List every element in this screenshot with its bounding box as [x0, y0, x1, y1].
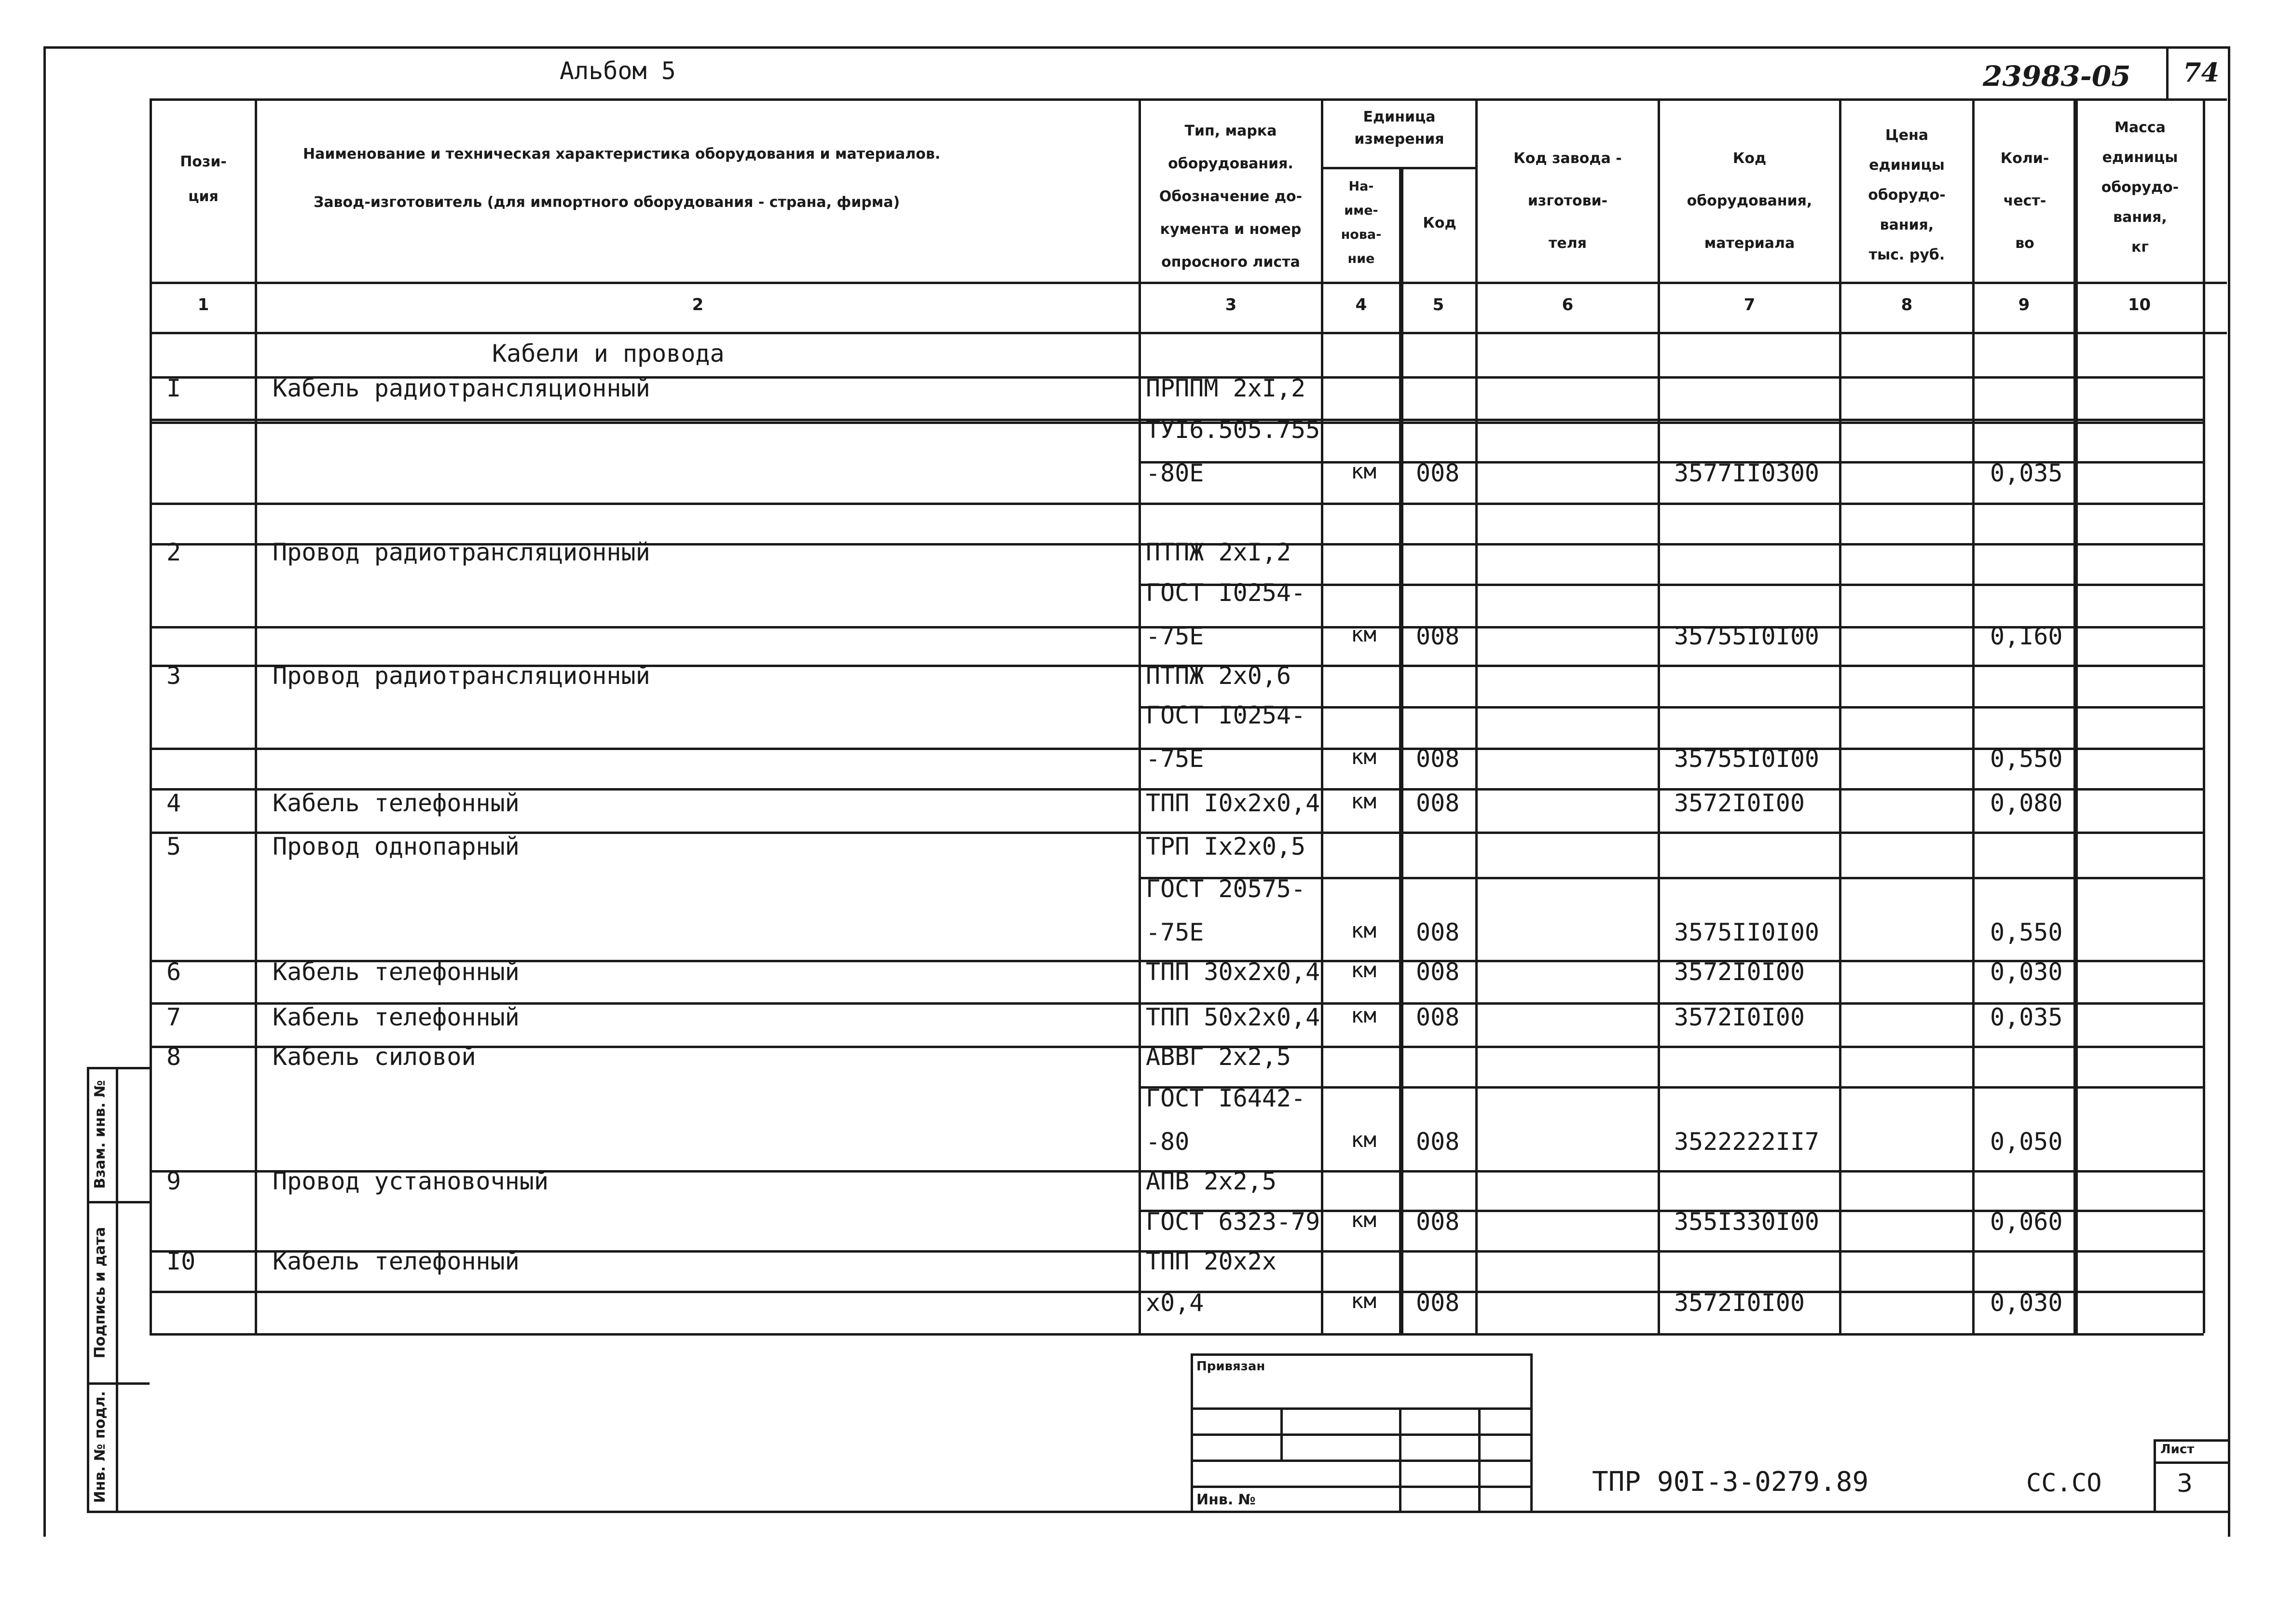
cell-unit-name: км — [1351, 622, 1376, 647]
header-unit-mass: Масса единицы оборудо- вания, кг — [2101, 119, 2179, 256]
cell-name: Провод однопарный — [273, 832, 520, 860]
album-label: Альбом 5 — [560, 57, 676, 85]
cell-position: I0 — [166, 1247, 196, 1275]
cell-type: -80Е — [1146, 459, 1204, 487]
cell-material-code: 355I330I00 — [1674, 1208, 1820, 1236]
cell-type: -75Е — [1146, 745, 1204, 773]
col-divider-8 — [1972, 98, 1975, 1333]
cell-name: Кабель радиотрансляционный — [273, 374, 650, 402]
colnum-2: 2 — [692, 295, 704, 314]
side-stamp-mid — [116, 1067, 118, 1513]
colnum-7: 7 — [1744, 295, 1756, 314]
cell-name: Провод установочный — [273, 1167, 549, 1195]
section-title: Кабели и провода — [492, 340, 725, 368]
cell-quantity: 0,060 — [1990, 1208, 2063, 1236]
colnum-1: 1 — [197, 295, 209, 314]
cell-material-code: 3522222II7 — [1674, 1128, 1820, 1156]
cell-quantity: 0,030 — [1990, 958, 2063, 986]
cell-type: ПТПЖ 2х0,6 — [1146, 662, 1291, 690]
col-divider-5 — [1475, 98, 1478, 1333]
cell-material-code: 35755I0I00 — [1674, 745, 1820, 773]
row-separator — [150, 1291, 2204, 1293]
cell-quantity: 0,550 — [1990, 918, 2063, 946]
cell-type: ПТПЖ 2хI,2 — [1146, 538, 1291, 566]
cell-unit-code: 008 — [1416, 622, 1460, 650]
side-stamp-sign-date: Подпись и дата — [92, 1227, 109, 1359]
header-type: Тип, марка оборудования. Обозначение до- кумента и номер опросного листа — [1159, 123, 1303, 271]
colnum-6: 6 — [1562, 295, 1574, 314]
row-separator — [150, 503, 2204, 505]
cell-unit-code: 008 — [1416, 1289, 1460, 1317]
cell-quantity: 0,080 — [1990, 789, 2063, 817]
section-code: СС.СО — [2026, 1469, 2102, 1498]
unit-subheader-divider — [1321, 167, 1475, 169]
cell-type: ТУI6.505.755 — [1146, 416, 1320, 444]
row-separator — [150, 419, 2204, 421]
cell-type: х0,4 — [1146, 1289, 1204, 1317]
row-separator — [150, 422, 2204, 424]
cell-material-code: 3572I0I00 — [1674, 789, 1805, 817]
cell-type: ПРППМ 2хI,2 — [1146, 374, 1306, 402]
row-separator — [150, 376, 2204, 379]
side-stamp-inv-podl: Инв. № подл. — [92, 1391, 109, 1503]
side-stamp-div2 — [87, 1382, 150, 1385]
cell-unit-code: 008 — [1416, 745, 1460, 773]
cell-unit-code: 008 — [1416, 1003, 1460, 1031]
cell-name: Провод радиотрансляционный — [273, 538, 650, 566]
row-separator — [150, 1333, 2204, 1336]
colnum-bottom-border — [150, 332, 2227, 334]
header-equipment-code: Код оборудования, материала — [1687, 150, 1812, 252]
subrow-separator — [1139, 1210, 2204, 1212]
col-divider-4 — [1399, 167, 1403, 1333]
header-bottom-border — [150, 282, 2227, 284]
sheet-label: Лист — [2160, 1442, 2195, 1457]
cell-material-code: 3577II0300 — [1674, 459, 1820, 487]
cell-type: ГОСТ I0254- — [1146, 579, 1306, 607]
cell-type: ТПП 50х2х0,4 — [1146, 1003, 1320, 1031]
stamp-box-top — [1191, 1353, 1531, 1356]
cell-quantity: 0,I60 — [1990, 622, 2063, 650]
row-separator — [150, 543, 2204, 546]
cell-name: Кабель телефонный — [273, 1247, 520, 1275]
cell-quantity: 0,030 — [1990, 1289, 2063, 1317]
colnum-3: 3 — [1225, 295, 1237, 314]
col-divider-6 — [1658, 98, 1660, 1333]
row-separator — [150, 1002, 2204, 1005]
subrow-separator — [1139, 1086, 2204, 1089]
header-position: Пози- ция — [180, 153, 227, 205]
bottom-frame — [87, 1511, 2229, 1513]
cell-type: ГОСТ 20575- — [1146, 875, 1306, 903]
row-separator — [150, 788, 2204, 791]
col-divider-7 — [1839, 98, 1841, 1333]
stamp-box-col1 — [1280, 1407, 1283, 1460]
cell-quantity: 0,050 — [1990, 1128, 2063, 1156]
sheet-box-left — [2154, 1439, 2156, 1513]
cell-unit-name: км — [1351, 745, 1376, 769]
row-separator — [150, 626, 2204, 628]
cell-quantity: 0,550 — [1990, 745, 2063, 773]
cell-unit-name: км — [1351, 1003, 1376, 1028]
cell-name: Кабель телефонный — [273, 958, 520, 986]
row-separator — [150, 1046, 2204, 1048]
cell-type: -80 — [1146, 1128, 1190, 1156]
header-unit-name: На- име- нова- ние — [1341, 179, 1382, 266]
row-separator — [150, 960, 2204, 962]
cell-name: Кабель телефонный — [273, 789, 520, 817]
cell-position: 3 — [166, 662, 181, 690]
cell-unit-name: км — [1351, 1208, 1376, 1232]
handwritten-document-number: 23983-05 — [1983, 60, 2131, 93]
table-right-border — [2203, 98, 2205, 1333]
side-stamp-inv-vzam: Взам. инв. № — [92, 1080, 109, 1189]
cell-unit-name: км — [1351, 789, 1376, 814]
stamp-inv-label: Инв. № — [1196, 1491, 1256, 1508]
stamp-bound-label: Привязан — [1196, 1359, 1265, 1374]
cell-material-code: 3572I0I00 — [1674, 1289, 1805, 1317]
cell-name: Кабель телефонный — [273, 1003, 520, 1031]
page-corner-number: 74 — [2183, 57, 2220, 88]
cell-position: 8 — [166, 1043, 181, 1071]
table-left-border — [150, 98, 152, 1333]
cell-material-code: 3572I0I00 — [1674, 958, 1805, 986]
cell-name: Провод радиотрансляционный — [273, 662, 650, 690]
header-unit-code: Код — [1423, 215, 1456, 232]
header-name-line1: Наименование и техническая характеристика оборудования и материалов. — [303, 146, 941, 163]
cell-type: АВВГ 2х2,5 — [1146, 1043, 1291, 1071]
cell-unit-code: 008 — [1416, 1208, 1460, 1236]
header-plant-code: Код завода - изготови- теля — [1513, 150, 1622, 252]
subrow-separator — [1139, 877, 2204, 879]
colnum-8: 8 — [1901, 295, 1913, 314]
outer-frame-top — [43, 46, 2229, 49]
col-divider-1 — [255, 98, 257, 1333]
cell-material-code: 3572I0I00 — [1674, 1003, 1805, 1031]
colnum-9: 9 — [2018, 295, 2030, 314]
cell-type: ГОСТ I6442- — [1146, 1084, 1306, 1112]
cell-material-code: 35755I0I00 — [1674, 622, 1820, 650]
cell-unit-name: км — [1351, 459, 1376, 484]
header-name-line2: Завод-изготовитель (для импортного оборудования - страна, фирма) — [314, 194, 900, 211]
cell-type: ТПП I0х2х0,4 — [1146, 789, 1320, 817]
col-divider-9 — [2073, 98, 2078, 1333]
cell-unit-name: км — [1351, 1128, 1376, 1152]
subrow-separator — [1139, 461, 2204, 464]
cell-position: 7 — [166, 1003, 181, 1031]
cell-type: АПВ 2х2,5 — [1146, 1167, 1277, 1195]
cell-type: -75Е — [1146, 622, 1204, 650]
cell-position: I — [166, 374, 181, 402]
row-separator — [150, 748, 2204, 750]
header-unit: Единица измерения — [1354, 109, 1444, 148]
cell-unit-code: 008 — [1416, 459, 1460, 487]
cell-name: Кабель силовой — [273, 1043, 476, 1071]
cell-type: ТПП 20х2х — [1146, 1247, 1277, 1275]
cell-type: -75Е — [1146, 918, 1204, 946]
sheet-box-top — [2154, 1439, 2228, 1442]
cell-unit-name: км — [1351, 918, 1376, 943]
side-stamp-div1 — [87, 1201, 150, 1203]
stamp-box-right — [1530, 1353, 1533, 1513]
cell-unit-code: 008 — [1416, 918, 1460, 946]
cell-type: ГОСТ 6323-79 — [1146, 1208, 1320, 1236]
table-top-border — [150, 98, 2227, 101]
header-quantity: Коли- чест- во — [2000, 150, 2049, 252]
cell-unit-code: 008 — [1416, 958, 1460, 986]
cell-material-code: 3575II0I00 — [1674, 918, 1820, 946]
cell-position: 9 — [166, 1167, 181, 1195]
cell-unit-code: 008 — [1416, 789, 1460, 817]
side-stamp-top — [87, 1067, 150, 1069]
row-separator — [150, 665, 2204, 667]
cell-quantity: 0,035 — [1990, 1003, 2063, 1031]
row-separator — [150, 1250, 2204, 1253]
page-number-divider — [2166, 46, 2169, 99]
stamp-box-col2 — [1399, 1407, 1401, 1513]
subrow-separator — [1139, 706, 2204, 709]
sheet-box-mid — [2154, 1461, 2228, 1464]
cell-type: ТПП 30х2х0,4 — [1146, 958, 1320, 986]
cell-position: 4 — [166, 789, 181, 817]
colnum-5: 5 — [1432, 295, 1444, 314]
cell-position: 5 — [166, 832, 181, 860]
colnum-10: 10 — [2128, 295, 2151, 314]
document-code: ТПР 90I-3-0279.89 — [1592, 1466, 1869, 1498]
cell-position: 6 — [166, 958, 181, 986]
stamp-box-col3 — [1478, 1407, 1481, 1513]
cell-type: ТРП Iх2х0,5 — [1146, 832, 1306, 860]
side-stamp-left — [87, 1067, 89, 1513]
row-separator — [150, 1170, 2204, 1173]
colnum-4: 4 — [1355, 295, 1367, 314]
cell-unit-name: км — [1351, 1289, 1376, 1313]
stamp-box-left — [1191, 1353, 1193, 1513]
row-separator — [150, 832, 2204, 834]
cell-unit-name: км — [1351, 958, 1376, 983]
col-divider-3 — [1321, 98, 1323, 1333]
subrow-separator — [1139, 584, 2204, 586]
cell-unit-code: 008 — [1416, 1128, 1460, 1156]
sheet-number: 3 — [2177, 1469, 2193, 1498]
cell-position: 2 — [166, 538, 181, 566]
cell-type: ГОСТ I0254- — [1146, 701, 1306, 729]
outer-frame-left — [43, 46, 46, 1537]
outer-frame-right — [2228, 46, 2230, 1537]
header-unit-price: Цена единицы оборудо- вания, тыс. руб. — [1868, 127, 1946, 263]
cell-quantity: 0,035 — [1990, 459, 2063, 487]
col-divider-2 — [1139, 98, 1141, 1333]
